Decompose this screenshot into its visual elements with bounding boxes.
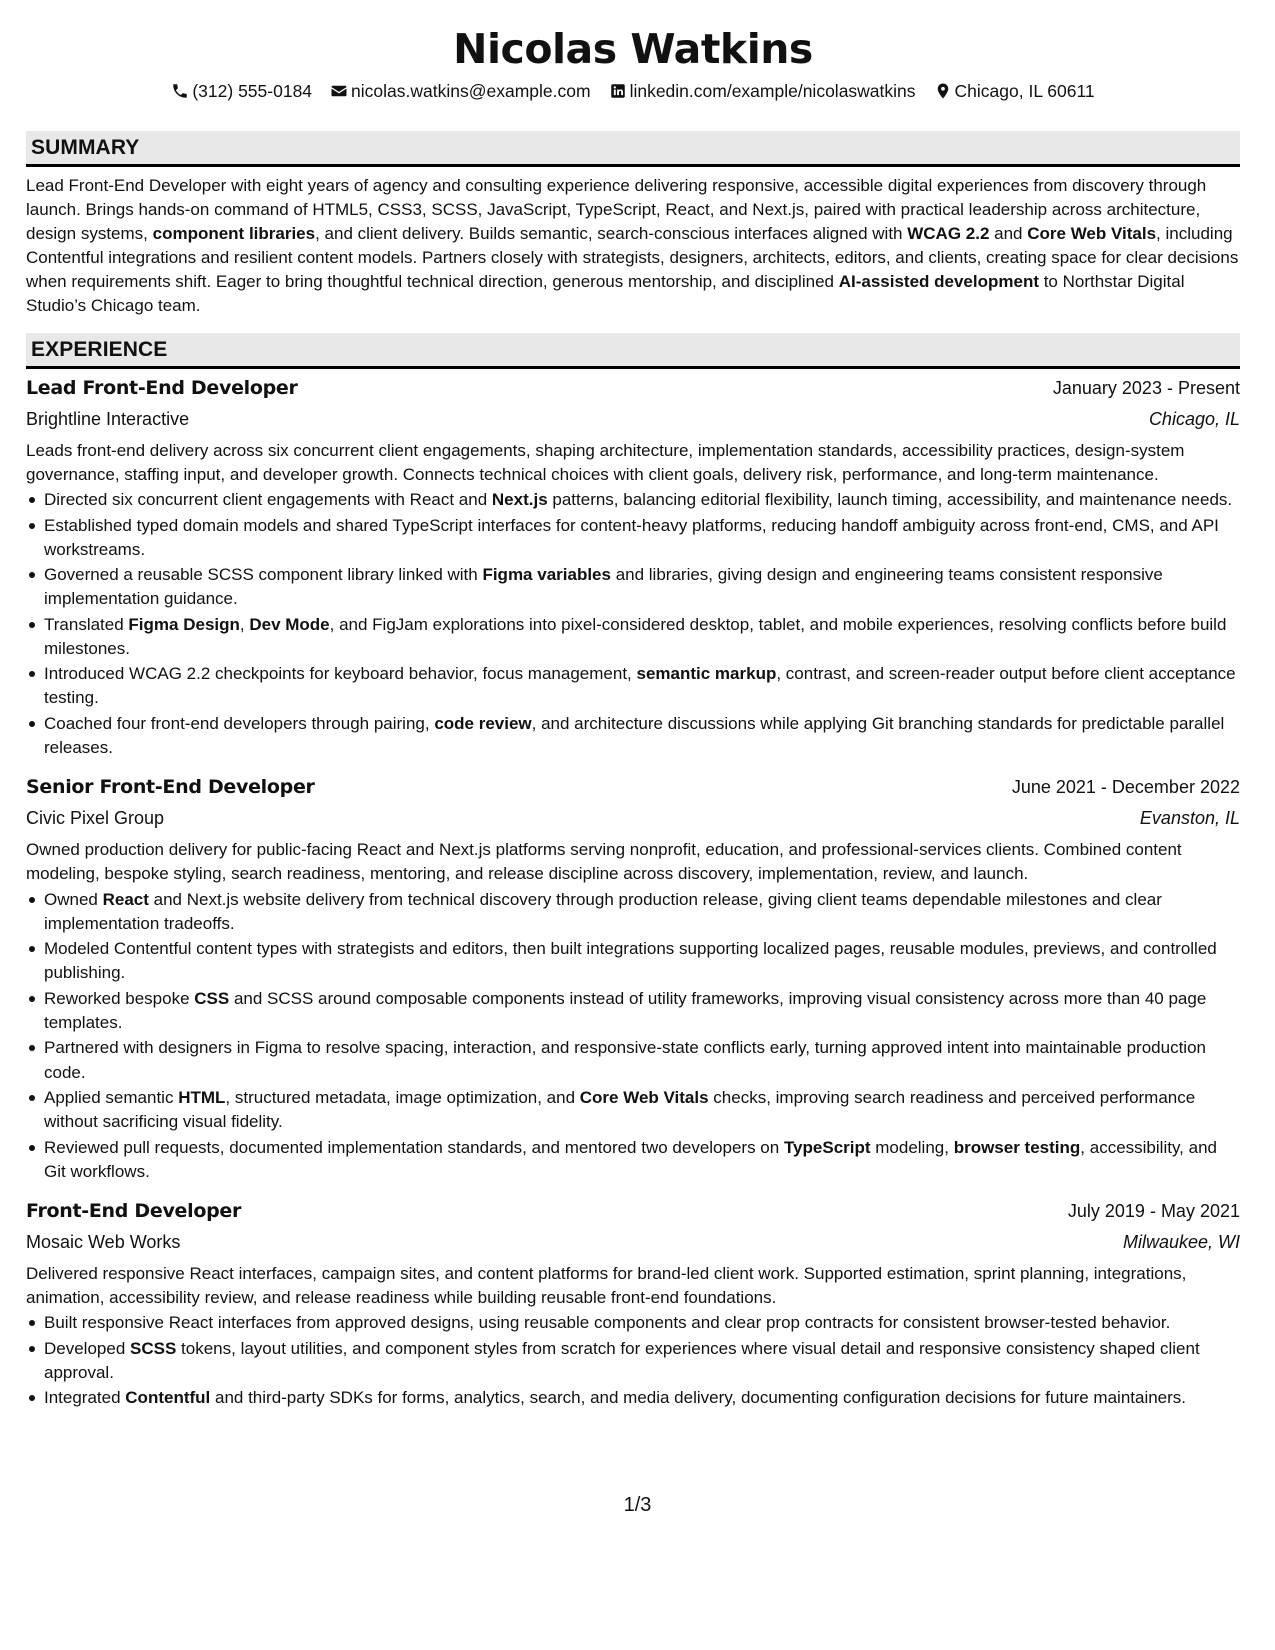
contact-phone	[171, 78, 312, 104]
bullet-item: Owned React and Next.js website delivery from technical discovery through production release, giving client teams dependable milestones and clear implementation tradeoffs.	[26, 888, 1240, 936]
experience-heading: EXPERIENCE	[26, 333, 1240, 369]
job-company: Civic Pixel Group	[26, 808, 165, 829]
bullet-item: Introduced WCAG 2.2 checkpoints for keyboard behavior, focus management, semantic markup, contrast, and screen-reader output before client acceptance testing.	[26, 662, 1240, 710]
page-indicator: 1/3	[623, 1494, 652, 1516]
email-text: nicolas.watkins@example.com	[351, 81, 591, 101]
job-location: Chicago, IL	[1148, 408, 1240, 429]
job-entry	[26, 373, 1240, 761]
experience-list	[26, 373, 1240, 1411]
bullet-item: Partnered with designers in Figma to resolve spacing, interaction, and responsive-state conflicts early, turning approved intent into maintainable production code.	[26, 1036, 1240, 1084]
job-company: Mosaic Web Works	[26, 1231, 181, 1252]
contact-linkedin[interactable]	[609, 78, 916, 104]
job-title: Lead Front-End Developer	[26, 376, 298, 399]
phone-text: (312) 555-0184	[192, 81, 313, 101]
job-bullets	[26, 1311, 1240, 1410]
job-bullets	[26, 488, 1240, 760]
job-title: Senior Front-End Developer	[26, 776, 315, 799]
candidate-name: Nicolas Watkins	[453, 25, 813, 73]
phone-icon	[171, 82, 189, 100]
contact-bar	[26, 78, 1240, 104]
job-bullets	[26, 888, 1240, 1184]
linkedin-icon	[609, 82, 627, 100]
job-location: Evanston, IL	[1139, 808, 1240, 829]
job-location: Milwaukee, WI	[1122, 1231, 1240, 1252]
job-dates: July 2019 - May 2021	[1067, 1200, 1240, 1221]
location-text: Chicago, IL 60611	[954, 81, 1095, 101]
job-entry	[26, 1196, 1240, 1411]
bullet-item: Reviewed pull requests, documented implementation standards, and mentored two developers on TypeScript modeling, browser testing, accessibility, and Git workflows.	[26, 1136, 1240, 1184]
job-title: Front-End Developer	[26, 1199, 242, 1222]
bullet-item: Established typed domain models and shared TypeScript interfaces for content-heavy platforms, reducing handoff ambiguity across front-end, CMS, and API workstreams.	[26, 514, 1240, 562]
bullet-item: Developed SCSS tokens, layout utilities, and component styles from scratch for experiences where visual detail and responsive consistency shaped client approval.	[26, 1337, 1240, 1385]
bullet-item: Modeled Contentful content types with strategists and editors, then built integrations supporting localized pages, reusable modules, previews, and controlled publishing.	[26, 937, 1240, 985]
bullet-item: Reworked bespoke CSS and SCSS around composable components instead of utility frameworks, improving visual consistency across more than 40 page templates.	[26, 987, 1240, 1035]
bullet-item: Governed a reusable SCSS component library linked with Figma variables and libraries, giving design and engineering teams consistent responsive implementation guidance.	[26, 563, 1240, 611]
job-entry	[26, 772, 1240, 1184]
linkedin-text: linkedin.com/example/nicolaswatkins	[629, 81, 916, 101]
job-dates: January 2023 - Present	[1052, 377, 1240, 398]
bullet-item: Applied semantic HTML, structured metadata, image optimization, and Core Web Vitals checks, improving search readiness and perceived performance without sacrificing visual fidelity.	[26, 1086, 1240, 1134]
envelope-icon	[330, 82, 348, 100]
job-company: Brightline Interactive	[26, 408, 190, 429]
bullet-item: Directed six concurrent client engagements with React and Next.js patterns, balancing editorial flexibility, launch timing, accessibility, and maintenance needs.	[26, 488, 1240, 512]
contact-email[interactable]	[330, 78, 591, 104]
bullet-item: Built responsive React interfaces from approved designs, using reusable components and clear prop contracts for consistent browser-tested behavior.	[26, 1311, 1240, 1335]
job-description: Delivered responsive React interfaces, campaign sites, and content platforms for brand-led client work. Supported estimation, sprint planning, integrations, animation, accessibility review, and release readiness while building reusable front-end foundations.	[26, 1263, 1187, 1307]
job-description: Leads front-end delivery across six concurrent client engagements, shaping architecture, implementation standards, accessibility practices, design-system governance, staffing input, and developer growth. Connects technical choices with client goals, delivery risk, performance, and long-term maintenance.	[26, 440, 1185, 484]
summary-text: Lead Front-End Developer with eight years of agency and consulting experience delivering responsive, accessible digital experiences from discovery through launch. Brings hands-on command of HTML5, CSS3, SCSS, JavaScript, TypeScript, React, and Next.js, paired with practical leadership across architecture, design systems, component libraries, and client delivery. Builds semantic, search-conscious interfaces aligned with WCAG 2.2 and Core Web Vitals, including Contentful integrations and resilient content models. Partners closely with strategists, designers, architects, editors, and clients, creating space for clear decisions when requirements shift. Eager to bring thoughtful technical direction, generous mentorship, and disciplined AI-assisted development to Northstar Digital Studio’s Chicago team.	[26, 176, 1239, 316]
job-dates: June 2021 - December 2022	[1011, 777, 1240, 798]
map-pin-icon	[934, 82, 952, 100]
summary-heading: SUMMARY	[26, 131, 1240, 167]
bullet-item: Integrated Contentful and third-party SDKs for forms, analytics, search, and media delivery, documenting configuration decisions for future maintainers.	[26, 1386, 1240, 1410]
contact-location	[934, 78, 1095, 104]
job-description: Owned production delivery for public-facing React and Next.js platforms serving nonprofit, education, and professional-services clients. Combined content modeling, bespoke styling, search readiness, mentoring, and release discipline across discovery, implementation, review, and launch.	[26, 840, 1182, 884]
bullet-item: Translated Figma Design, Dev Mode, and FigJam explorations into pixel-considered desktop, tablet, and mobile experiences, resolving conflicts before build milestones.	[26, 613, 1240, 661]
bullet-item: Coached four front-end developers through pairing, code review, and architecture discussions while applying Git branching standards for predictable parallel releases.	[26, 712, 1240, 760]
